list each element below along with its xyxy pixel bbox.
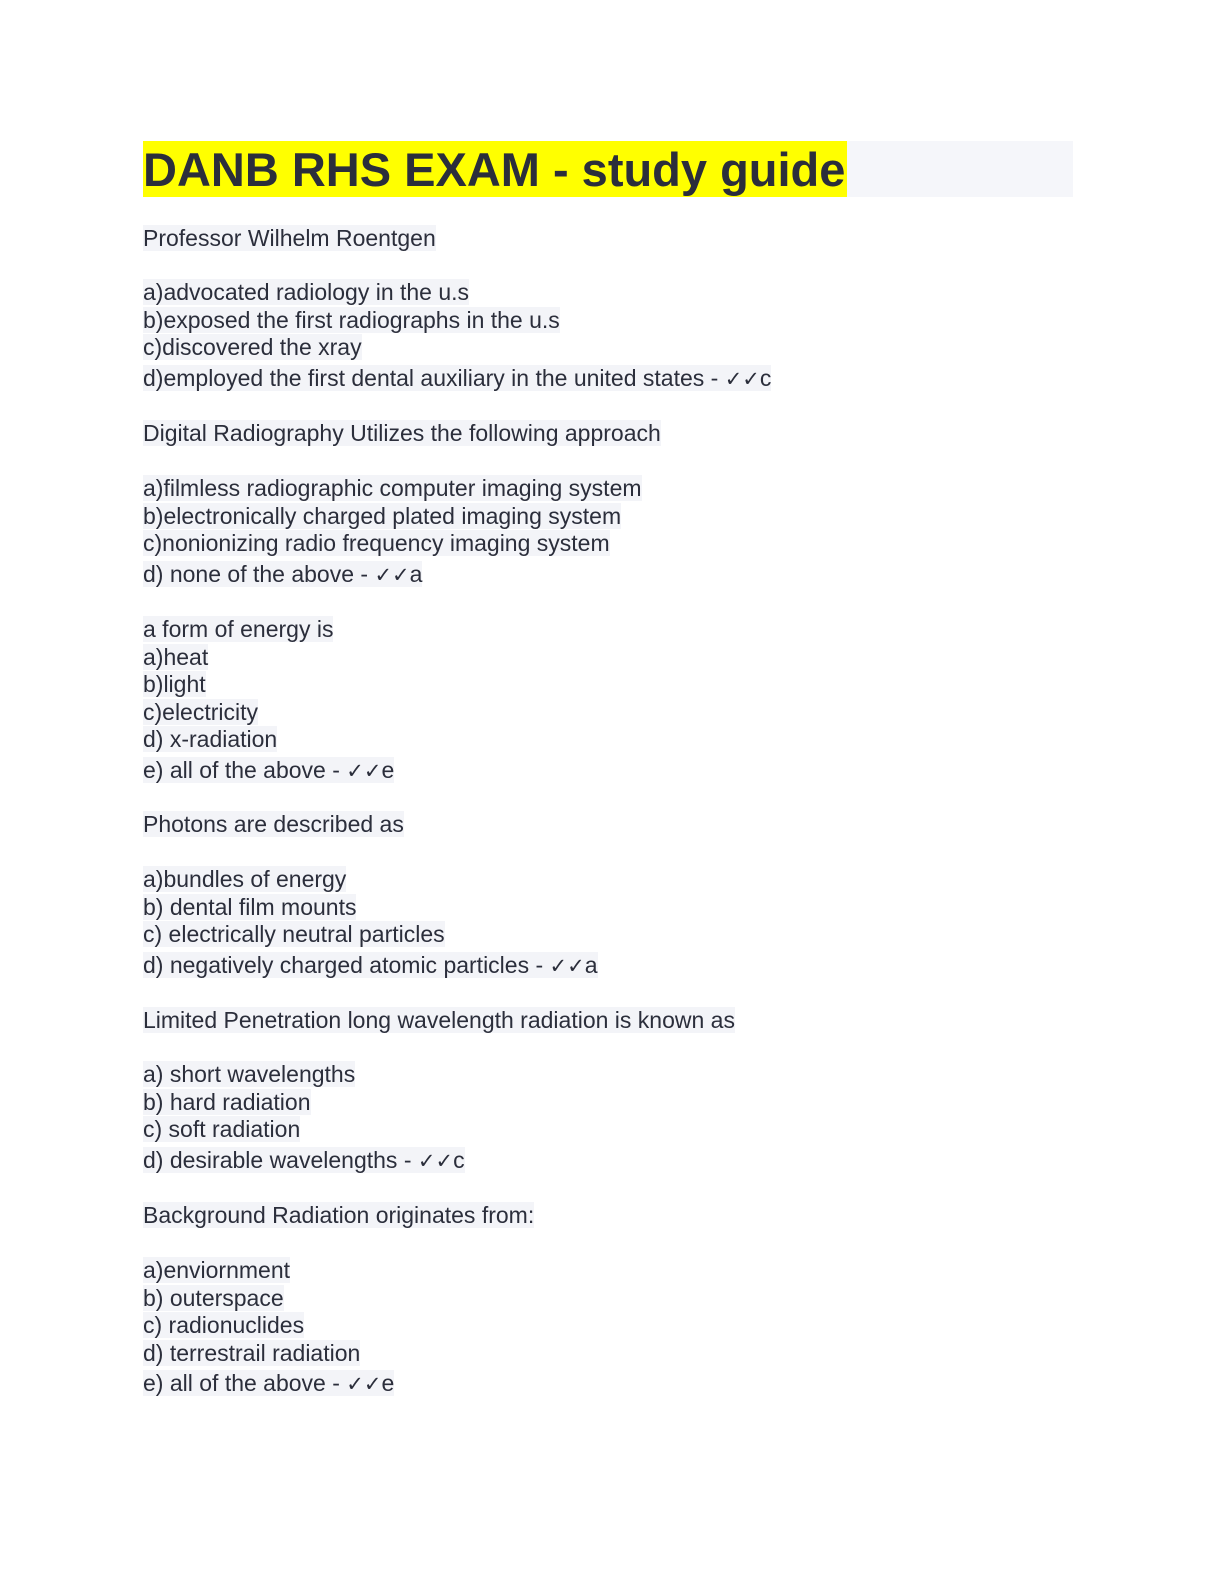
title-bar <box>143 141 1073 197</box>
question-prompt: a form of energy is <box>143 616 334 642</box>
check-mark-icon: ✓✓ <box>346 1372 382 1396</box>
option: d) terrestrail radiation <box>143 1339 361 1366</box>
answer-letter: c <box>759 364 772 391</box>
document-title: DANB RHS EXAM - study guide <box>143 143 846 196</box>
question-block-2 <box>143 420 661 448</box>
options-block-5 <box>143 1061 465 1175</box>
check-mark-icon: ✓✓ <box>549 953 585 978</box>
answer-letter: e <box>381 756 395 783</box>
option: c) electrically neutral particles <box>143 921 445 947</box>
answer-letter: a <box>409 560 423 587</box>
option: c)electricity <box>143 698 259 725</box>
option: d) x-radiation <box>143 726 278 752</box>
question-block-3 <box>143 616 394 785</box>
question-prompt: Background Radiation originates from: <box>143 1202 535 1228</box>
option: a)enviornment <box>143 1257 291 1283</box>
option-with-answer: d) none of the above - ✓✓a <box>143 560 423 587</box>
answer-letter: e <box>381 1370 395 1396</box>
option: b) dental film mounts <box>143 893 357 920</box>
options-block-2 <box>143 475 642 589</box>
option: c)discovered the xray <box>143 334 362 360</box>
option: b)light <box>143 671 206 697</box>
option-with-answer: e) all of the above - ✓✓e <box>143 756 395 783</box>
check-mark-icon: ✓✓ <box>724 366 760 391</box>
option: a)filmless radiographic computer imaging system <box>143 475 642 501</box>
option: b)electronically charged plated imaging system <box>143 502 622 529</box>
option: a) short wavelengths <box>143 1061 356 1087</box>
options-block-4 <box>143 866 598 980</box>
options-block-1 <box>143 279 771 393</box>
question-block-6 <box>143 1202 534 1230</box>
option: a)heat <box>143 643 209 670</box>
option: b) hard radiation <box>143 1088 311 1115</box>
question-prompt: Photons are described as <box>143 811 404 837</box>
option-with-answer: e) all of the above - ✓✓e <box>143 1370 395 1396</box>
check-mark-icon: ✓✓ <box>417 1148 454 1173</box>
option-with-answer: d) desirable wavelengths - ✓✓c <box>143 1146 465 1173</box>
question-block-1 <box>143 225 436 253</box>
option: a)bundles of energy <box>143 866 347 892</box>
check-mark-icon: ✓✓ <box>346 758 382 783</box>
question-prompt: Digital Radiography Utilizes the following approach <box>143 420 661 446</box>
options-block-6 <box>143 1257 394 1399</box>
option: c) soft radiation <box>143 1116 301 1142</box>
question-prompt: Limited Penetration long wavelength radiation is known as <box>143 1007 735 1033</box>
answer-letter: a <box>584 951 598 978</box>
option: b) outerspace <box>143 1284 284 1311</box>
option-with-answer: d)employed the first dental auxiliary in the united states - ✓✓c <box>143 364 772 391</box>
question-prompt: Professor Wilhelm Roentgen <box>143 225 436 251</box>
document-page <box>143 141 1073 1396</box>
option: c)nonionizing radio frequency imaging system <box>143 530 610 556</box>
answer-letter: c <box>453 1146 465 1173</box>
option: b)exposed the first radiographs in the u.s <box>143 306 560 333</box>
option: a)advocated radiology in the u.s <box>143 279 470 305</box>
check-mark-icon: ✓✓ <box>374 562 410 587</box>
question-block-4 <box>143 811 404 839</box>
option: c) radionuclides <box>143 1312 305 1338</box>
question-block-5 <box>143 1007 735 1035</box>
option-with-answer: d) negatively charged atomic particles - ✓✓a <box>143 951 598 978</box>
